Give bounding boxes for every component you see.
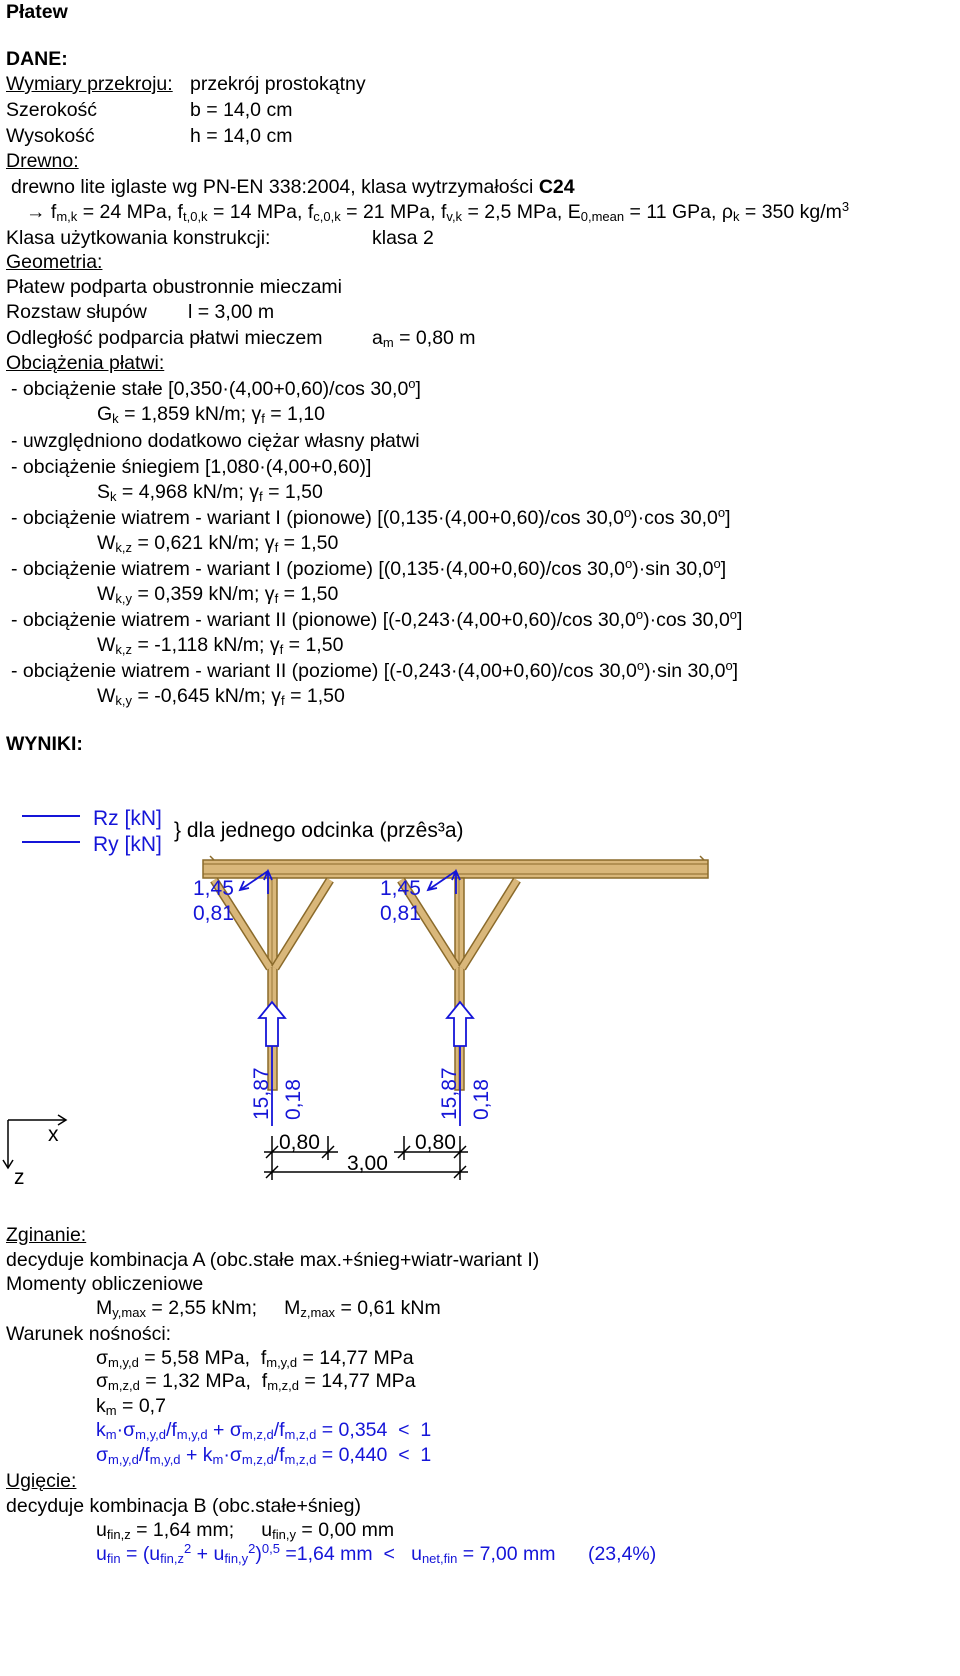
odleglosc-label: Odległość podparcia płatwi mieczem [6,327,323,349]
warunek-label: Warunek nośności: [6,1323,172,1345]
load-wind-1-horizontal: - obciążenie wiatrem - wariant I (poziome) [(0,135·(4,00+0,60)/cos $30,0^o)\cdot\sin$ 30,0$^o$] [11,556,727,580]
load-wind-2-vertical-value: $W_{k,z} = -1,118$ kN/m; $\gamma_f = 1,50$ [97,634,344,657]
page-title: Płatew [6,1,68,23]
ugiecie-combination: decyduje kombinacja B (obc.stałe+śnieg) [6,1495,361,1517]
geometria-desc: Płatew podparta obustronnie mieczami [6,276,343,298]
zginanie-combination: decyduje kombinacja A (obc.stałe max.+śnieg+wiatr-wariant I) [6,1249,540,1271]
left-bottom-rz: 15,87 [250,1067,273,1120]
rozstaw-value: l = 3,00 m [188,301,275,323]
load-snow-value: $S_k = 4,968$ kN/m; $\gamma_f = 1,50$ [97,481,323,504]
right-bottom-rz: 15,87 [438,1067,461,1120]
right-bottom-ry: 0,18 [470,1079,493,1120]
axis-x-label: x [48,1123,59,1146]
load-wind-1-horizontal-value: $W_{k,y} = 0,359$ kN/m; $\gamma_f = 1,50$ [97,583,339,606]
wysokosc-value: h = 14,0 cm [190,125,293,147]
dim-span: 3,00 [347,1152,388,1175]
load-wind-1-vertical: - obciążenie wiatrem - wariant I (pionowe) [(0,135·(4,00+0,60)/cos $30,0^o)\cdot\cos$ 30,0$^o$] [11,505,731,529]
left-top-rz: 1,45 [193,877,234,900]
load-wind-2-horizontal-value: $W_{k,y} = -0,645$ kN/m; $\gamma_f = 1,50$ [97,685,345,708]
ugiecie-heading: Ugięcie: [6,1470,77,1492]
rozstaw-label: Rozstaw słupów [6,301,147,323]
load-permanent: - obciążenie stałe [0,350·(4,00+0,60)/cos 30,0$^o$] [11,376,421,400]
load-self-weight: - uwzględniono dodatkowo ciężar własny płatwi [11,430,420,452]
sigma-y-values: $\sigma_{m,y,d} = 5,58$ MPa, $f_{m,y,d} = 14,77$ MPa [96,1347,414,1370]
wysokosc-label: Wysokość [6,125,95,147]
momenty-label: Momenty obliczeniowe [6,1273,204,1295]
bending-check-1: $k_m\cdot\sigma_{m,y,d}/f_{m,y,d} + \sigma_{m,z,d}/f_{m,z,d} = 0,354 < 1$ [96,1419,432,1442]
support-reactions-diagram [0,808,960,1268]
wyniki-heading: WYNIKI: [6,733,83,755]
drewno-properties: → $f_{m,k} = 24$ MPa, $f_{t,0,k} = 14$ MPa, $f_{c,0,k} = 21$ MPa, $f_{v,k} = 2,5$ MPa, $E_{0,mean} = 11$ GPa, $\rho_k = 350$ $kg/m^3$ [26,199,850,224]
arrow-right-icon: → [26,201,46,223]
wymiary-label: Wymiary przekroju: [6,73,173,95]
geometria-heading: Geometria: [6,251,103,273]
obciazenia-heading: Obciążenia płatwi: [6,352,165,374]
load-snow: - obciążenie śniegiem [1,080·(4,00+0,60)] [11,456,372,478]
dim-left: 0,80 [279,1131,320,1154]
zginanie-heading: Zginanie: [6,1224,87,1246]
szerokosc-value: b = 14,0 cm [190,99,293,121]
legend-ry: Ry [kN] [93,833,162,856]
szerokosc-label: Szerokość [6,99,98,121]
klasa-value: klasa 2 [372,227,434,249]
momenty-values: $M_{y,max} = 2,55$ kNm; $M_{z,max} = 0,61$ kNm [96,1297,441,1320]
sigma-z-values: $\sigma_{m,z,d} = 1,32$ MPa, $f_{m,z,d} = 14,77$ MPa [96,1370,416,1393]
deflection-values: $u_{fin,z} = 1,64$ mm; $u_{fin,y} = 0,00$ mm [96,1519,395,1542]
left-top-ry: 0,81 [193,902,234,925]
axis-z-label: z [14,1166,25,1189]
drewno-class: C24 [538,176,575,198]
load-wind-1-vertical-value: $W_{k,z} = 0,621$ kN/m; $\gamma_f = 1,50$ [97,532,339,555]
klasa-label: Klasa użytkowania konstrukcji: [6,227,271,249]
bending-check-2: $\sigma_{m,y,d}/f_{m,y,d} + k_m\cdot\sigma_{m,z,d}/f_{m,z,d} = 0,440 < 1$ [96,1444,432,1467]
dim-right: 0,80 [415,1131,456,1154]
deflection-check: $u_{fin} = (u_{fin,z}^2 + u_{fin,y}^2)^{0,5} =1,64$ mm < $u_{net,fin} = 7,00$ mm (23,4%) [96,1541,657,1566]
legend-rz: Rz [kN] [93,808,162,830]
drewno-desc-text: drewno lite iglaste wg PN-EN 338:2004, klasa wytrzymałości [11,176,534,198]
right-top-rz: 1,45 [380,877,421,900]
reactions-legend [22,808,464,856]
load-wind-2-horizontal: - obciążenie wiatrem - wariant II (poziome) [(-0,243·(4,00+0,60)/cos $30,0^o)\cdot\sin$ 30,0$^o$] [11,658,739,682]
odleglosc-value: $a_m = 0,80$ m [372,327,476,350]
drewno-heading: Drewno: [6,150,79,172]
load-permanent-value: $G_k = 1,859$ kN/m; $\gamma_f = 1,10$ [97,403,326,426]
load-wind-2-vertical: - obciążenie wiatrem - wariant II (pionowe) [(-0,243·(4,00+0,60)/cos $30,0^o)\cdot\cos$ 30,0$^o$] [11,607,743,631]
right-top-ry: 0,81 [380,902,421,925]
dane-heading: DANE: [6,48,68,70]
legend-note: } dla jednego odcinka (przês³a) [174,819,464,842]
drewno-description [11,175,575,199]
km-value: $k_m = 0,7$ [96,1395,166,1418]
left-bottom-ry: 0,18 [282,1079,305,1120]
wymiary-value: przekrój prostokątny [190,73,366,95]
